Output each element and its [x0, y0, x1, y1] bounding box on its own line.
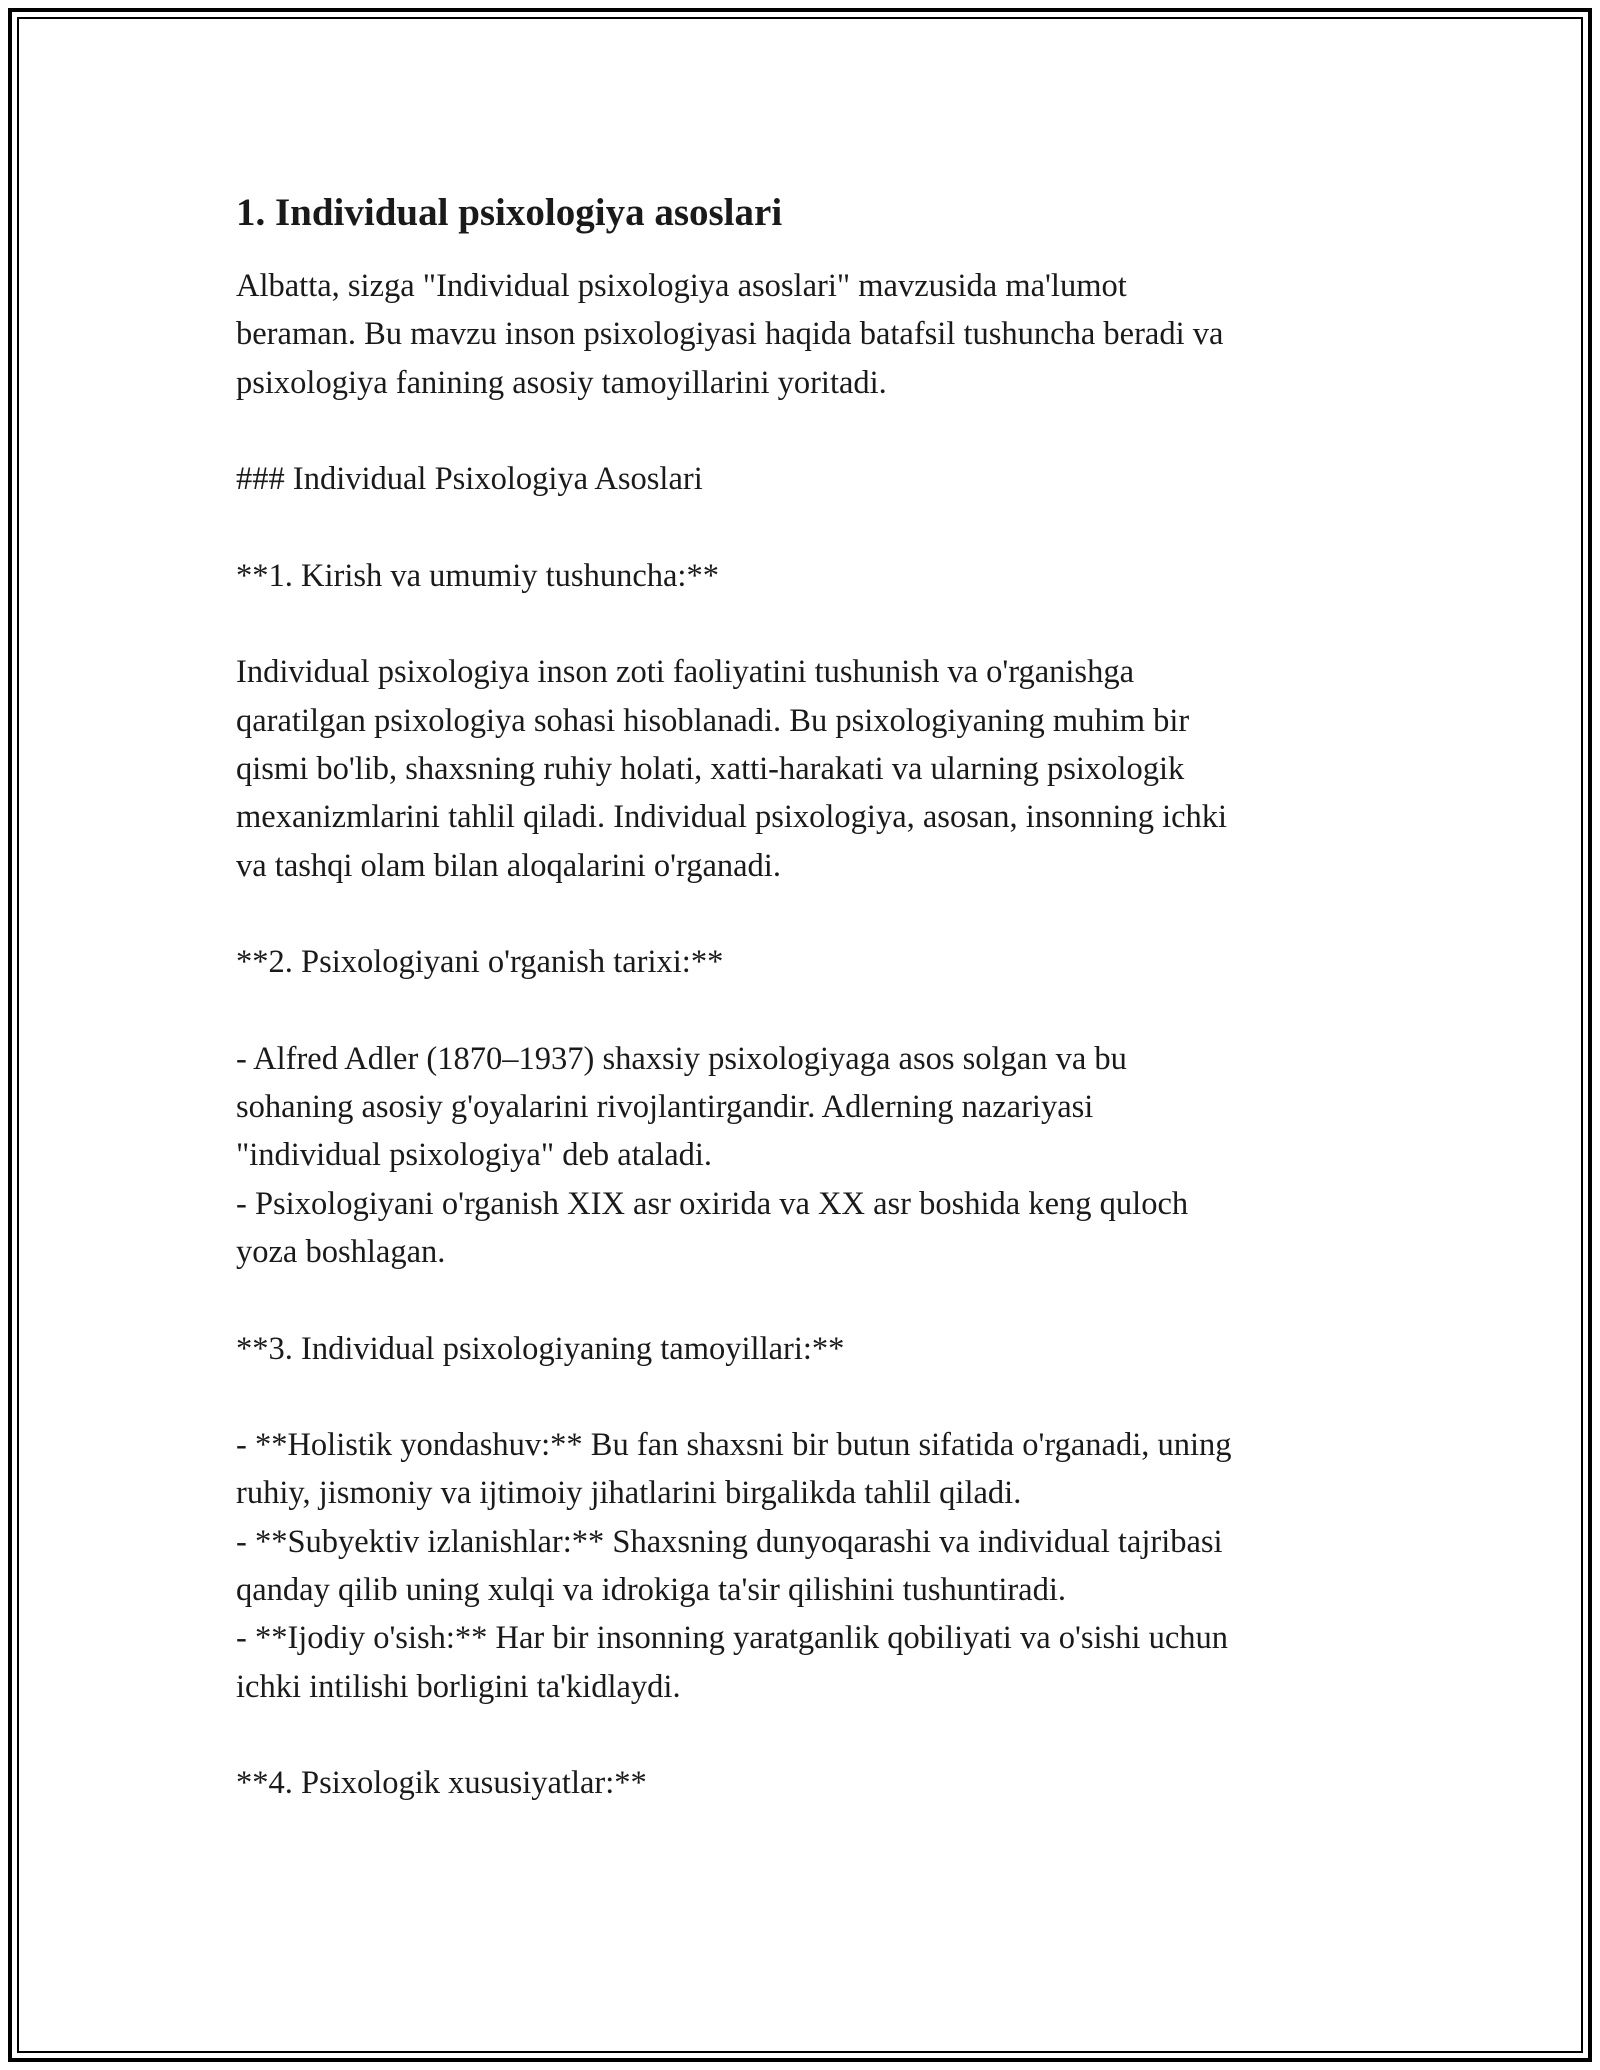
section-3-item-holistic: - **Holistik yondashuv:** Bu fan shaxsni bir butun sifatida o'rganadi, uning ruhiy, jismoniy va ijtimoiy jihatlarini birgalikda tahlil qiladi. [236, 1427, 1232, 1512]
section-3-item-creative: - **Ijodiy o'sish:** Har bir insonning yaratganlik qobiliyati va o'sishi uchun ichki intilishi borligini ta'kidlaydi. [236, 1620, 1229, 1705]
section-3-item-subjective: - **Subyektiv izlanishlar:** Shaxsning dunyoqarashi va individual tajribasi qanday qilib uning xulqi va idrokiga ta'sir qilishini tushuntiradi. [236, 1523, 1223, 1609]
section-1-body: Individual psixologiya inson zoti faoliyatini tushunish va o'rganishga qaratilgan psixologiya sohasi hisoblanadi. Bu psixologiyaning muhim bir qismi bo'lib, shaxsning ruhiy holati, xatti-harakati va ularning psixologik mexanizmlarini tahlil qiladi. Individual psixologiya, asosan, insonning ichki va tashqi olam bilan aloqalarini o'rganadi. [236, 654, 1228, 884]
document-title: 1. Individual psixologiya asoslari [236, 191, 783, 234]
section-2-heading: **2. Psixologiyani o'rganish tarixi:** [236, 944, 724, 981]
section-3-heading: **3. Individual psixologiyaning tamoyillari:** [236, 1330, 845, 1367]
section-2-item-history: - Psixologiyani o'rganish XIX asr oxirida va XX asr boshida keng quloch yoza boshlagan. [236, 1185, 1189, 1270]
document-body [236, 188, 1376, 1808]
section-1-heading: **1. Kirish va umumiy tushuncha:** [236, 557, 719, 594]
intro-paragraph: Albatta, sizga "Individual psixologiya asoslari" mavzusida ma'lumot beraman. Bu mavzu inson psixologiyasi haqida batafsil tushuncha beradi va psixologiya fanining asosiy tamoyillarini yoritadi. [236, 268, 1224, 401]
section-2-item-adler: - Alfred Adler (1870–1937) shaxsiy psixologiyaga asos solgan va bu sohaning asosiy g'oyalarini rivojlantirgandir. Adlerning nazariyasi "individual psixologiya" deb ataladi. [236, 1040, 1127, 1174]
section-4-heading: **4. Psixologik xususiyatlar:** [236, 1765, 647, 1802]
main-heading: ### Individual Psixologiya Asoslari [236, 461, 703, 498]
